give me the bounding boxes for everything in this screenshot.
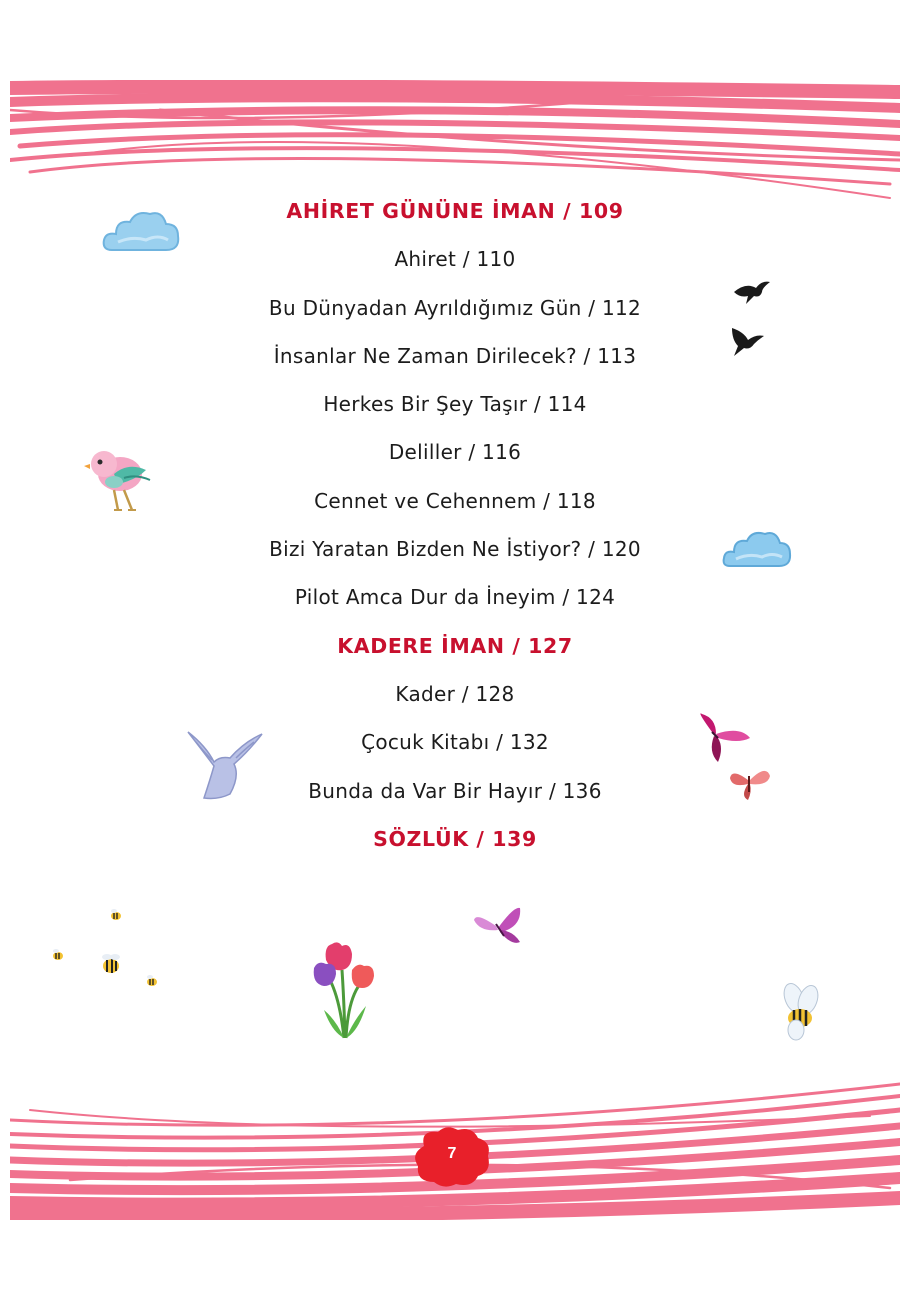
butterfly-icon	[726, 762, 772, 802]
bee-icon	[778, 982, 824, 1044]
page-number: 7	[447, 1145, 457, 1162]
bee-icon	[50, 948, 66, 962]
butterfly-icon	[472, 902, 524, 952]
toc-item[interactable]: Deliller / 116	[388, 440, 522, 465]
cloud-icon	[722, 526, 792, 572]
toc-item[interactable]: Kader / 128	[395, 681, 515, 706]
bee-icon	[98, 952, 124, 976]
toc-page	[10, 80, 900, 1220]
toc-heading-kader[interactable]: KADERE İMAN / 127	[337, 633, 573, 658]
bee-icon	[144, 974, 160, 988]
bee-icon	[108, 908, 124, 922]
toc-item[interactable]: Pilot Amca Dur da İneyim / 124	[294, 585, 616, 610]
bird-icon	[84, 444, 154, 520]
page-number-badge	[412, 1126, 492, 1188]
butterfly-icon	[682, 708, 752, 768]
toc-item[interactable]: Ahiret / 110	[394, 247, 516, 272]
tulip-icon	[310, 940, 380, 1040]
toc-item[interactable]: Herkes Bir Şey Taşır / 114	[323, 392, 587, 417]
toc-heading-sozluk[interactable]: SÖZLÜK / 139	[373, 826, 537, 851]
toc-item[interactable]: Çocuk Kitabı / 132	[361, 730, 549, 755]
toc-item[interactable]: Cennet ve Cehennem / 118	[314, 488, 596, 513]
cloud-icon	[102, 206, 180, 256]
swallow-icon	[728, 324, 766, 358]
toc-item[interactable]: Bu Dünyadan Ayrıldığımız Gün / 112	[268, 295, 642, 320]
toc-item[interactable]: Bunda da Var Bir Hayır / 136	[308, 778, 602, 803]
toc-item[interactable]: İnsanlar Ne Zaman Dirilecek? / 113	[273, 343, 637, 368]
swallow-icon	[732, 278, 772, 306]
toc-heading-ahiret[interactable]: AHİRET GÜNÜNE İMAN / 109	[286, 199, 624, 223]
dove-icon	[184, 728, 266, 808]
toc-item[interactable]: Bizi Yaratan Bizden Ne İstiyor? / 120	[269, 537, 641, 562]
